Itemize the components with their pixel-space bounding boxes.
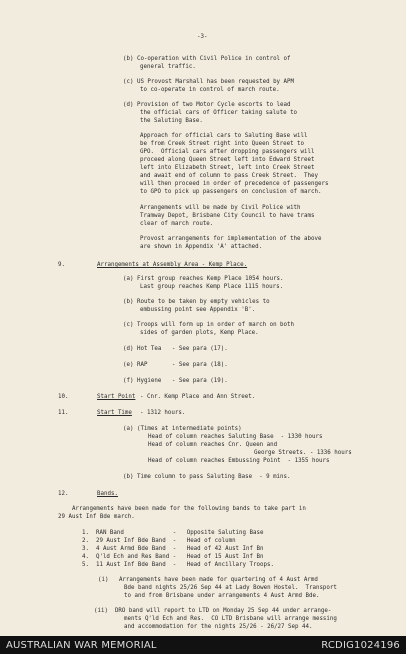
section-number: 12. bbox=[58, 491, 69, 497]
section-heading: Arrangements at Assembly Area - Kemp Place. bbox=[97, 262, 248, 268]
text-line: (b) Time column to pass Saluting Base - 9 mins. bbox=[123, 474, 291, 480]
list-item: 1. RAN Band - Opposite Saluting Base bbox=[82, 530, 264, 536]
text-line: - Cnr. Kemp Place and Ann Street. bbox=[140, 394, 256, 400]
text-line: ments Q'ld Ech and Res. CO LTD Brisbane will arrange messing bbox=[124, 616, 337, 622]
text-line: embussing point see Appendix 'B'. bbox=[140, 307, 256, 313]
text-line: Arrangements have been made for the following bands to take part in bbox=[72, 506, 306, 512]
list-item: 4. Q'ld Ech and Res Band - Head of 15 Aust Inf Bn bbox=[82, 554, 264, 560]
section-number: 10. bbox=[58, 394, 69, 400]
section-number: 11. bbox=[58, 410, 69, 416]
text-line: sides of garden plots, Kemp Place. bbox=[140, 330, 259, 336]
text-line: the Saluting Base. bbox=[140, 118, 203, 124]
text-line: Bde band nights 25/26 Sep 44 at Lady Bowen Hostel. Transport bbox=[124, 585, 337, 591]
list-item: 3. 4 Aust Armd Bde Band - Head of 42 Aust Inf Bn bbox=[82, 546, 264, 552]
text-line: Head of column reaches Saluting Base - 1330 hours bbox=[148, 434, 323, 440]
page-number: -3- bbox=[197, 34, 208, 40]
text-line: (e) RAP - See para (18). bbox=[123, 362, 228, 368]
text-line: 29 Aust Inf Bde march. bbox=[58, 514, 135, 520]
text-line: (f) Hygiene - See para (19). bbox=[123, 378, 228, 384]
text-line: (a) (Times at intermediate points) bbox=[123, 426, 242, 432]
text-line: Head of column reaches Cnr. Queen and bbox=[148, 442, 278, 448]
list-item: 5. 11 Aust Inf Bde Band - Head of Ancillary Troops. bbox=[82, 562, 274, 568]
footer-record-id: RCDIG1024196 bbox=[321, 640, 400, 651]
text-line: Arrangements will be made by Civil Police with bbox=[140, 205, 301, 211]
text-line: George Streets. - 1336 hours bbox=[254, 450, 352, 456]
text-line: the official cars of Officer taking salute to bbox=[140, 110, 298, 116]
text-line: to GPO to pick up passengers on conclusion of march. bbox=[140, 189, 322, 195]
section-number: 9. bbox=[58, 262, 65, 268]
text-line: and accommodation for the nights 25/26 - 26/27 Sep 44. bbox=[124, 624, 313, 630]
text-line: to co-operate in control of march route. bbox=[140, 87, 280, 93]
text-line: GPO. Official cars after dropping passengers will bbox=[140, 149, 315, 155]
text-line: Last group reaches Kemp Place 1115 hours. bbox=[140, 284, 284, 290]
list-item: 2. 29 Aust Inf Bde Band - Head of column bbox=[82, 538, 236, 544]
text-line: are shown in Appendix 'A' attached. bbox=[140, 244, 263, 250]
text-line: (d) Provision of two Motor Cycle escorts to lead bbox=[123, 102, 291, 108]
text-line: will then proceed in order of precedence of passengers bbox=[140, 181, 329, 187]
text-line: (b) Route to be taken by empty vehicles to bbox=[123, 299, 270, 305]
text-line: Head of column reaches Embussing Point - 1355 hours bbox=[148, 458, 330, 464]
text-line: (c) Troops will form up in order of march on both bbox=[123, 322, 295, 328]
text-line: proceed along Queen Street left into Edward Street bbox=[140, 157, 315, 163]
text-line: (b) Co-operation with Civil Police in control of bbox=[123, 56, 291, 62]
text-line: (a) First group reaches Kemp Place 1054 hours. bbox=[123, 276, 284, 282]
section-heading: Bands. bbox=[97, 491, 118, 497]
text-line: - 1312 hours. bbox=[140, 410, 186, 416]
text-line: (ii) DRO band will report to LTD on Monday 25 Sep 44 under arrange- bbox=[94, 608, 332, 614]
text-line: (c) US Provost Marshall has been requested by APM bbox=[123, 79, 295, 85]
text-line: general traffic. bbox=[140, 64, 196, 70]
text-line: clear of march route. bbox=[140, 221, 214, 227]
text-line: and await end of column to pass Creek Street. They bbox=[140, 173, 318, 179]
text-line: (i) Arrangements have been made for quartering of 4 Aust Armd bbox=[98, 577, 318, 583]
text-line: (d) Hot Tea - See para (17). bbox=[123, 346, 228, 352]
text-line: be from Creek Street right into Queen Street to bbox=[140, 141, 305, 147]
section-heading: Start Time bbox=[97, 410, 132, 416]
text-line: left into Elizabeth Street, left into Creek Street bbox=[140, 165, 315, 171]
text-line: to and from Brisbane under arrangements 4 Aust Armd Bde. bbox=[124, 593, 320, 599]
section-heading: Start Point bbox=[97, 394, 136, 400]
text-line: Tramway Depot, Brisbane City Council to have trams bbox=[140, 213, 315, 219]
footer-source-label: AUSTRALIAN WAR MEMORIAL bbox=[6, 640, 157, 651]
text-line: Provost arrangements for implementation of the above bbox=[140, 236, 322, 242]
text-line: Approach for official cars to Saluting Base will bbox=[140, 133, 308, 139]
